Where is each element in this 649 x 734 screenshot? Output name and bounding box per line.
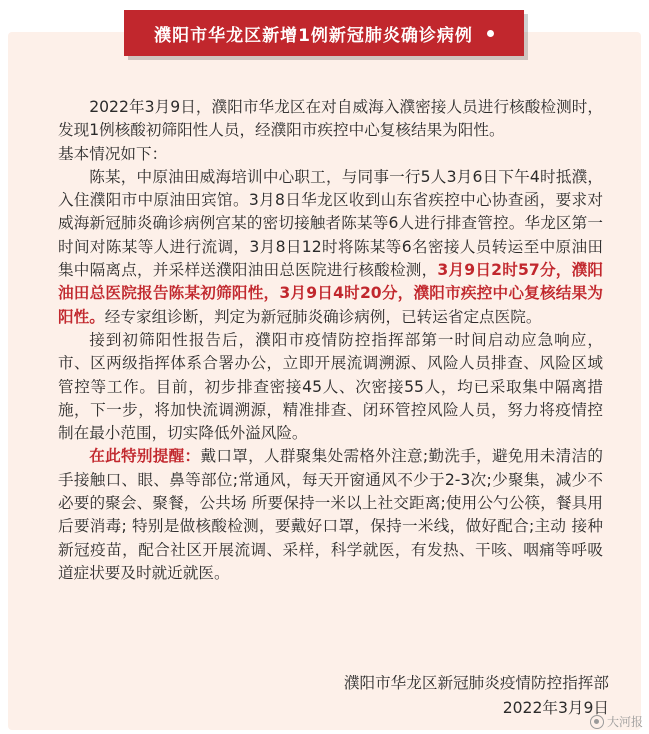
paragraph-reminder [58, 445, 603, 585]
dot-icon [487, 30, 494, 37]
case-details-text: 陈某，中原油田威海培训中心职工，与同事一行5人3月6日下午4时抵濮，入住濮阳市中原油田宾馆。3月8日华龙区收到山东省疾控中心协查函，要求对威海新冠肺炎确诊病例宫某的密切接触者陈某等6人进行排查管控。华龙区第一时间对陈某等人进行流调，3月8日12时将陈某等6名密接人员转运至中原油田集中隔离点，并采样送濮阳油田总医院进行核酸检测， [58, 167, 603, 280]
paragraph-response: 接到初筛阳性报告后，濮阳市疫情防控指挥部第一时间启动应急响应，市、区两级指挥体系合署办公，立即开展流调溯源、风险人员排查、风险区域管控等工作。目前，初步排查密接45人、次密接55人，均已采取集中隔离措施，下一步，将加快流调溯源，精准排查、闭环管控风险人员，努力将疫情控制在最小范围，切实降低外溢风险。 [58, 330, 603, 443]
case-details-conclusion: 经专家组诊断，判定为新冠肺炎确诊病例，已转运省定点医院。 [104, 307, 542, 326]
paragraph-case-details [58, 166, 603, 329]
source-watermark [590, 713, 643, 730]
weibo-icon [590, 715, 604, 729]
article-body [58, 96, 603, 585]
signature-org: 濮阳市华龙区新冠肺炎疫情防控指挥部 [343, 674, 609, 692]
page-title: 濮阳市华龙区新增1例新冠肺炎确诊病例 [154, 25, 473, 46]
paragraph-basic-info-heading: 基本情况如下： [58, 144, 168, 163]
reminder-text: 戴口罩，人群聚集处需格外注意;勤洗手，避免用未清洁的手接触口、眼、鼻等部位;常通风，每天开窗通风不少于2-3次;少聚集，减少不必要的聚会、聚餐，公共场 所要保持一米以上社交距离;使用公勺公筷，餐具用后要消毒; 特别是做核酸检测，要戴好口罩，保持一米线，做好配合;主动 接种新冠疫苗，配合社区开展流调、采样，科学就医，有发热、干咳、咽痛等呼吸道症状要及时就近就医。 [58, 447, 603, 582]
case-details-highlight: 3月9日2时57分，濮阳油田总医院报告陈某初筛阳性，3月9日4时20分，濮阳市疾控中心复核结果为阳性。 [58, 261, 603, 326]
paragraph-intro: 2022年3月9日，濮阳市华龙区在对自威海入濮密接人员进行核酸检测时，发现1例核酸初筛阳性人员，经濮阳市疾控中心复核结果为阳性。 [58, 98, 603, 140]
watermark-text: 大河报 [606, 715, 643, 729]
reminder-label: 在此特别提醒： [89, 447, 201, 466]
signature-block [344, 671, 609, 721]
signature-date: 2022年3月9日 [502, 699, 609, 717]
title-banner [124, 10, 524, 56]
